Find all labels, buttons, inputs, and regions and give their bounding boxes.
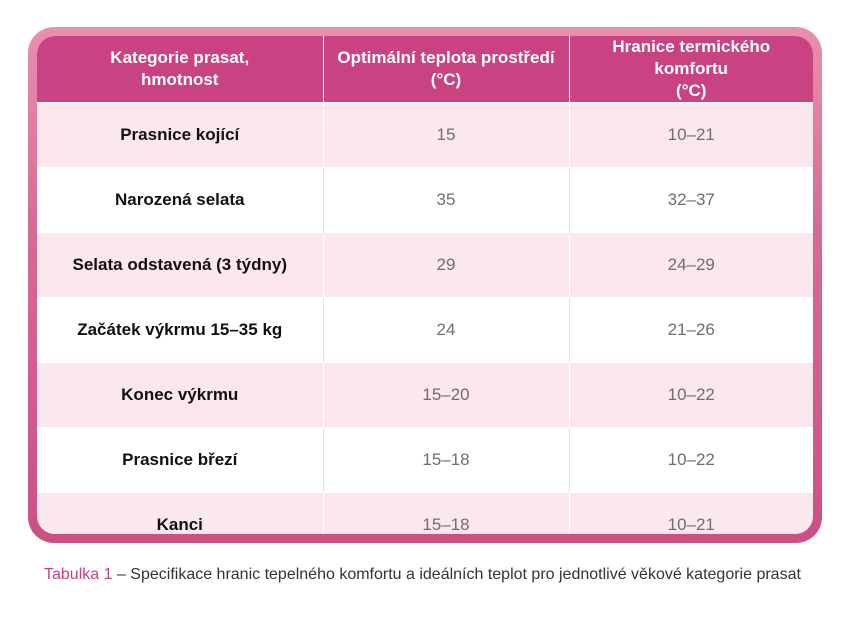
- header-comfort-range: [569, 36, 813, 103]
- header-comfort-line1: Hranice termického komfortu: [612, 37, 771, 78]
- table-caption: [44, 566, 801, 584]
- optimal-temperature-cell: 24: [323, 298, 569, 363]
- optimal-temperature-cell: 29: [323, 233, 569, 298]
- header-optimal-line1: Optimální teplota prostředí: [337, 48, 555, 67]
- header-comfort-line2: (°C): [676, 81, 707, 100]
- optimal-temperature-cell: 35: [323, 168, 569, 233]
- caption-label: Tabulka 1: [44, 566, 113, 583]
- category-cell: Narozená selata: [37, 168, 323, 233]
- table-row: [37, 103, 813, 168]
- comfort-range-cell: 10–22: [569, 363, 813, 428]
- table-row: [37, 363, 813, 428]
- table-row: [37, 428, 813, 493]
- comfort-range-cell: 10–22: [569, 428, 813, 493]
- comfort-range-cell: 24–29: [569, 233, 813, 298]
- optimal-temperature-cell: 15–20: [323, 363, 569, 428]
- temperature-table: [37, 36, 813, 534]
- header-category-line1: Kategorie prasat,: [110, 48, 250, 67]
- optimal-temperature-cell: 15: [323, 103, 569, 168]
- optimal-temperature-cell: 15–18: [323, 493, 569, 535]
- header-optimal-line2: (°C): [430, 70, 462, 89]
- table-frame: [28, 27, 822, 543]
- header-category-line2: hmotnost: [141, 70, 219, 89]
- header-optimal-temperature: [323, 36, 569, 103]
- comfort-range-cell: 21–26: [569, 298, 813, 363]
- header-row: [37, 36, 813, 103]
- category-cell: Prasnice kojící: [37, 103, 323, 168]
- category-cell: Začátek výkrmu 15–35 kg: [37, 298, 323, 363]
- category-cell: Prasnice březí: [37, 428, 323, 493]
- comfort-range-cell: 10–21: [569, 103, 813, 168]
- table-row: [37, 298, 813, 363]
- comfort-range-cell: 10–21: [569, 493, 813, 535]
- header-category: [37, 36, 323, 103]
- table-row: [37, 168, 813, 233]
- table-row: [37, 493, 813, 535]
- table-row: [37, 233, 813, 298]
- optimal-temperature-cell: 15–18: [323, 428, 569, 493]
- category-cell: Konec výkrmu: [37, 363, 323, 428]
- caption-text: – Specifikace hranic tepelného komfortu a ideálních teplot pro jednotlivé věkové kategorie prasat: [112, 566, 801, 583]
- table-container: [37, 36, 813, 534]
- category-cell: Selata odstavená (3 týdny): [37, 233, 323, 298]
- category-cell: Kanci: [37, 493, 323, 535]
- comfort-range-cell: 32–37: [569, 168, 813, 233]
